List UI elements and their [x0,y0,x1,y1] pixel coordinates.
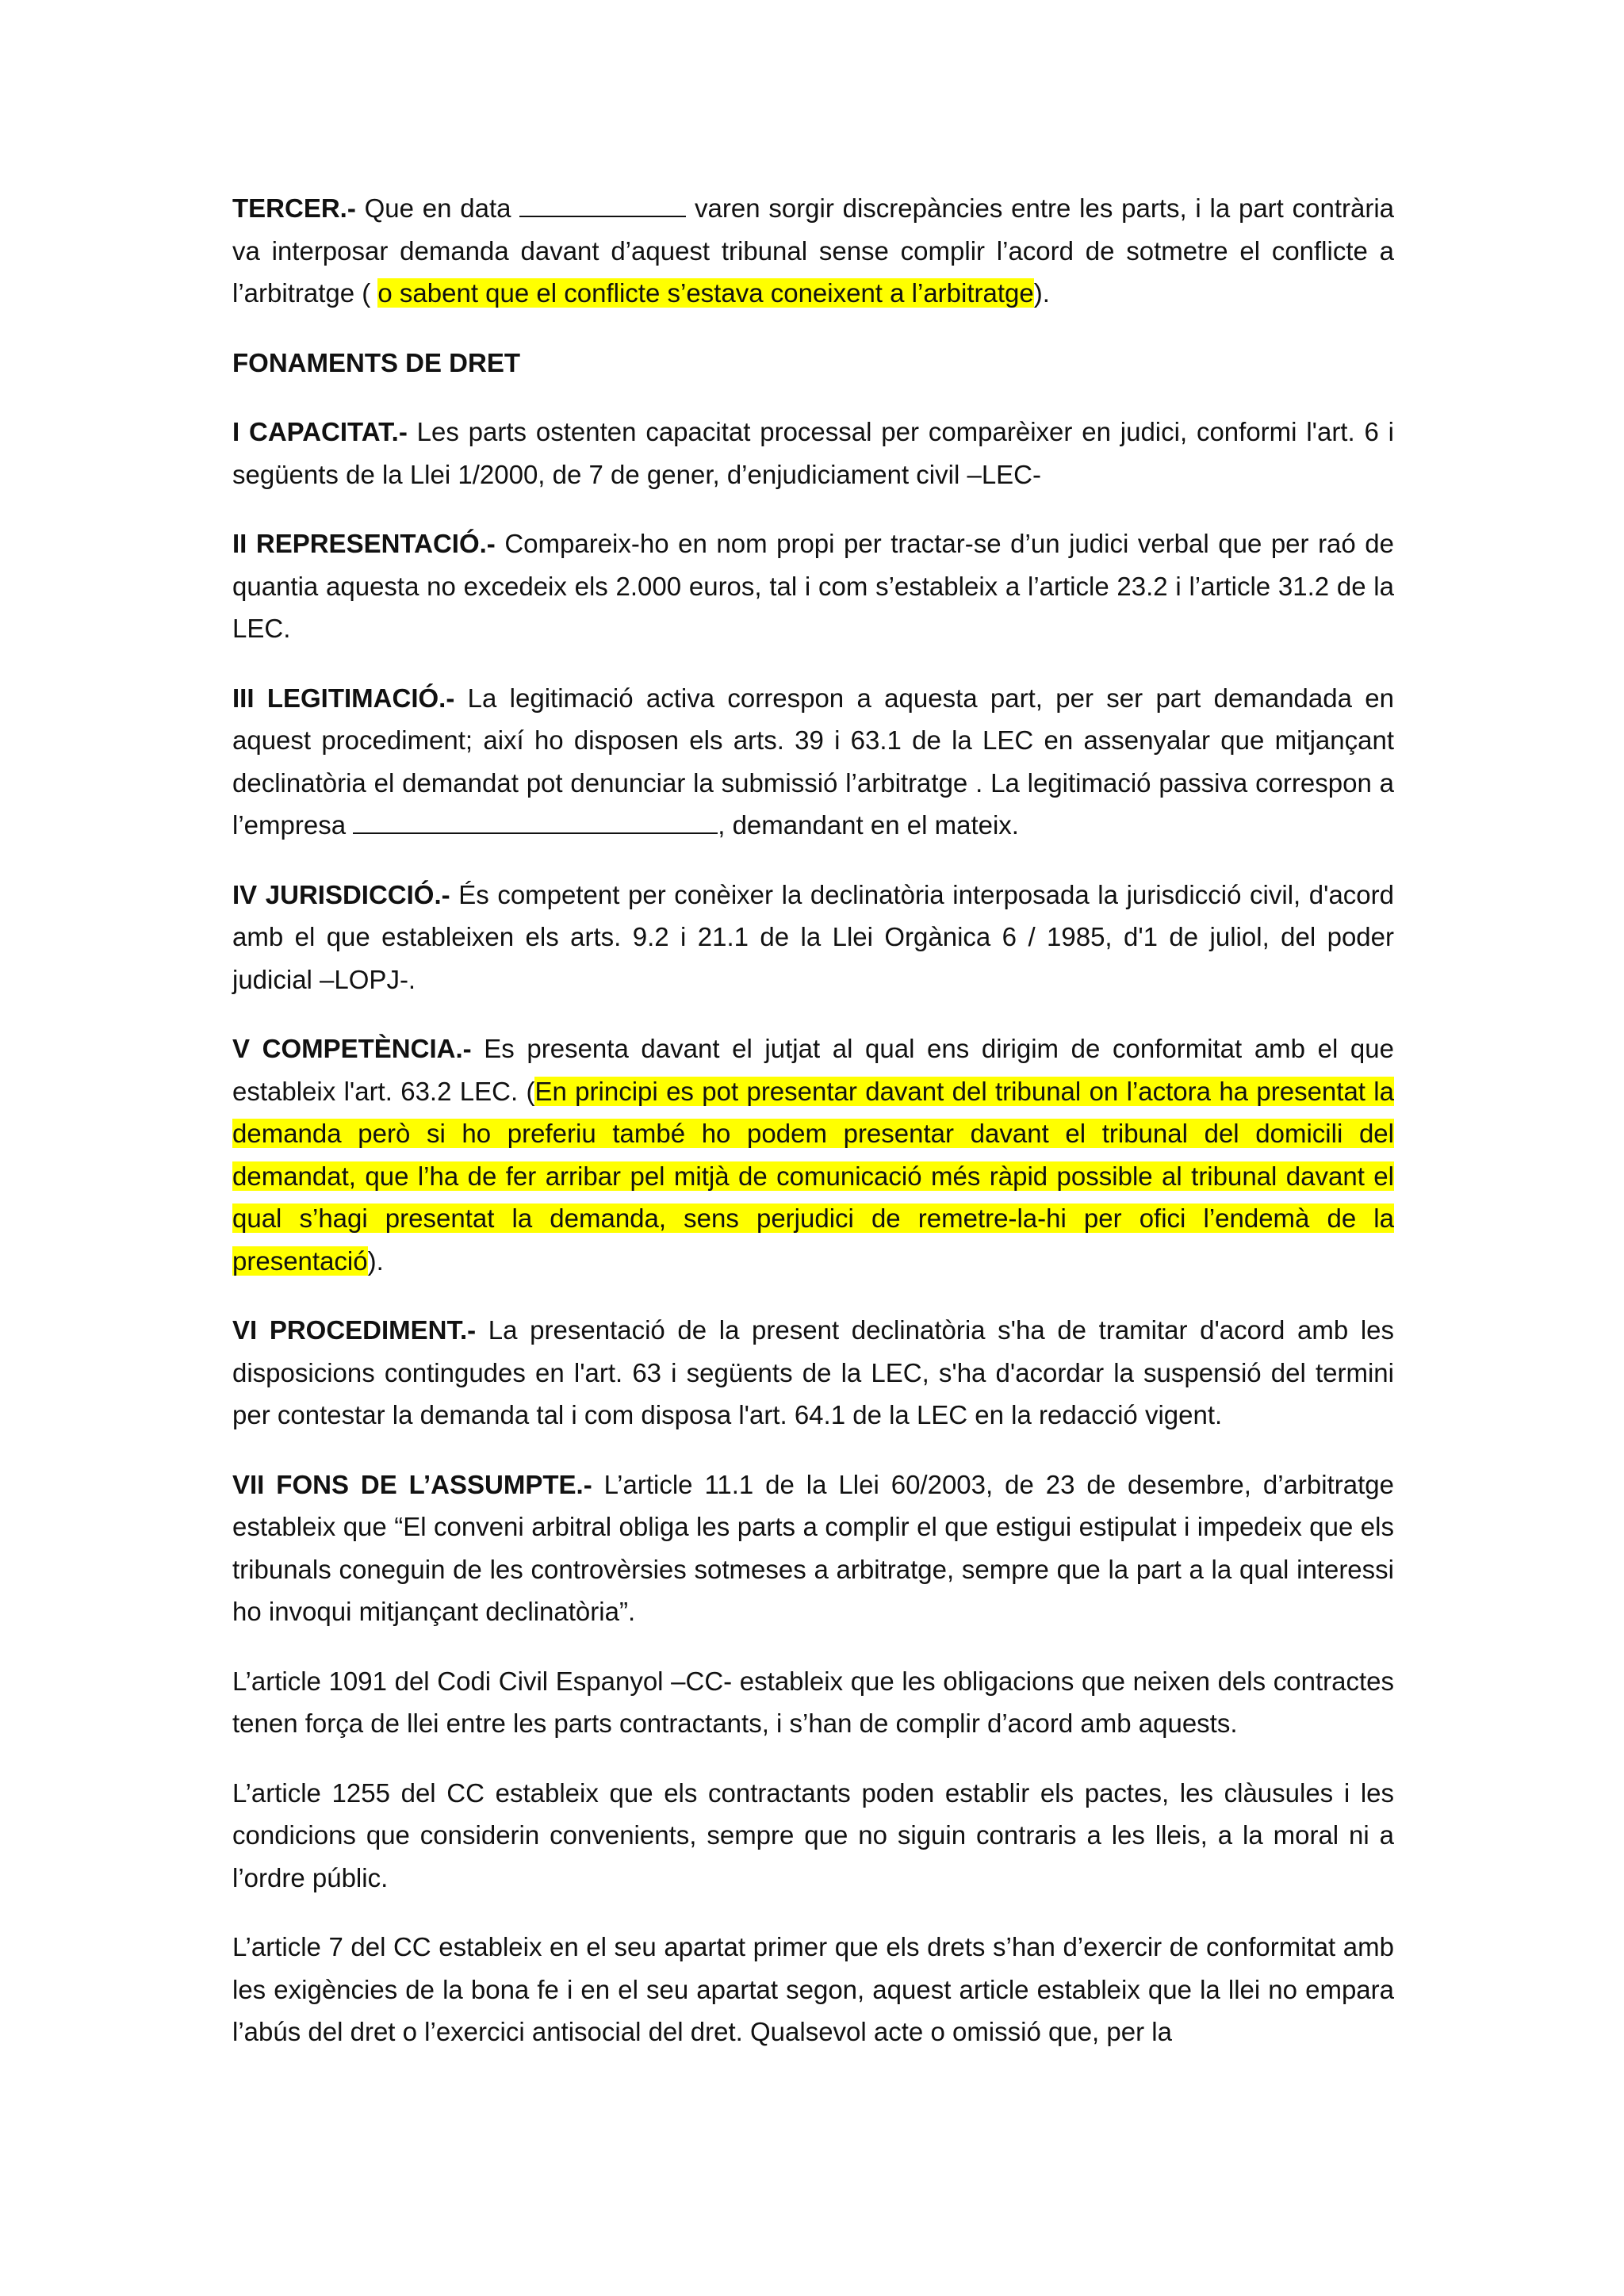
legitimacio-text-2: , demandant en el mateix. [718,810,1019,840]
paragraph-article-1091: L’article 1091 del Codi Civil Espanyol –CC- estableix que les obligacions que neixen dels contractes tenen força de llei entre les parts contractants, i s’han de complir d’acord amb aquests. [232,1666,1394,1738]
tercer-text-2: varen sorgir discrepàncies entre les parts, i la part contrària va interposar demanda davant d’aquest tribunal sense complir l’acord de sotmetre el conflicte a l’arbitratge ( [232,193,1395,308]
competencia-text-1: Es presenta davant el jutjat al qual ens dirigim de conformitat amb el que estableix l'art. 63.2 LEC. ( [232,1034,1394,1106]
date-blank-field[interactable] [519,215,686,217]
legitimacio-text-1: La legitimació activa correspon a aquesta part, per ser part demandada en aquest procediment; així ho disposen els arts. 39 i 63.1 de la LEC en assenyalar que mitjançant declinatòria el demandat pot denunciar la submissió l’arbitratge . La legitimació passiva correspon a l’empresa [232,683,1394,840]
representacio-label: II REPRESENTACIÓ.- [232,529,496,558]
capacitat-label: I CAPACITAT.- [232,417,408,446]
paragraph-representacio [232,522,1394,650]
tercer-label: TERCER.- [232,193,356,223]
paragraph-capacitat [232,411,1394,496]
paragraph-article-1255: L’article 1255 del CC estableix que els contractants poden establir els pactes, les clàusules i les condicions que considerin convenients, sempre que no siguin contraris a les lleis, a la moral ni a l’ordre públic. [232,1777,1394,1892]
competencia-text-2: ). [367,1246,384,1276]
paragraph-article-7: L’article 7 del CC estableix en el seu apartat primer que els drets s’han d’exercir de conformitat amb les exigències de la bona fe i en el seu apartat segon, aquest article estableix que la llei no empara l’abús del dret o l’exercici antisocial del dret. Qualsevol acte o omissió que, per la [232,1932,1394,2046]
competencia-label: V COMPETÈNCIA.- [232,1034,472,1063]
document-page [232,187,1394,2080]
procediment-label: VI PROCEDIMENT.- [232,1315,477,1345]
competencia-highlight: En principi es pot presentar davant del tribunal on l’actora ha presentat la demanda però si ho preferiu també ho podem presentar davant el tribunal del domicili del demandat, que l’ha de fer arribar pel mitjà de comunicació més ràpid possible al tribunal davant el qual s’hagi presentat la demanda, sens perjudici de remetre-la-hi per ofici l’endemà de la presentació [232,1076,1394,1276]
fons-label: VII FONS DE L’ASSUMPTE.- [232,1469,592,1499]
tercer-text-3: ). [1033,278,1050,308]
paragraph-jurisdiccio [232,874,1394,1001]
tercer-highlight: o sabent que el conflicte s’estava coneixent a l’arbitratge [377,278,1034,308]
procediment-text: La presentació de la present declinatòria s'ha de tramitar d'acord amb les disposicions contingudes en l'art. 63 i següents de la LEC, s'ha d'acordar la suspensió del termini per contestar la demanda tal i com disposa l'art. 64.1 de la LEC en la redacció vigent. [232,1315,1394,1429]
jurisdiccio-text: És competent per conèixer la declinatòria interposada la jurisdicció civil, d'acord amb el que estableixen els arts. 9.2 i 21.1 de la Llei Orgànica 6 / 1985, d'1 de juliol, del poder judicial –LOPJ-. [232,879,1394,994]
representacio-text: Compareix-ho en nom propi per tractar-se d’un judici verbal que per raó de quantia aquesta no excedeix els 2.000 euros, tal i com s’estableix a l’article 23.2 i l’article 31.2 de la LEC. [232,529,1395,643]
company-blank-field[interactable] [353,832,718,834]
tercer-text-1: Que en data [355,193,520,223]
paragraph-fons [232,1464,1394,1633]
paragraph-legitimacio [232,677,1394,847]
capacitat-text: Les parts ostenten capacitat processal per comparèixer en judici, conformi l'art. 6 i següents de la Llei 1/2000, de 7 de gener, d’enjudiciament civil –LEC- [232,417,1394,489]
paragraph-tercer [232,187,1394,315]
jurisdiccio-label: IV JURISDICCIÓ.- [232,879,450,909]
legitimacio-label: III LEGITIMACIÓ.- [232,683,455,713]
paragraph-competencia [232,1027,1394,1282]
section-heading-fonaments: FONAMENTS DE DRET [232,347,520,377]
paragraph-procediment [232,1309,1394,1437]
fons-text: L’article 11.1 de la Llei 60/2003, de 23 de desembre, d’arbitratge estableix que “El conveni arbitral obliga les parts a complir el que estigui estipulat i impedeix que els tribunals coneguin de les controvèrsies sotmeses a arbitratge, sempre que la part a la qual interessi ho invoqui mitjançant declinatòria”. [232,1469,1394,1626]
